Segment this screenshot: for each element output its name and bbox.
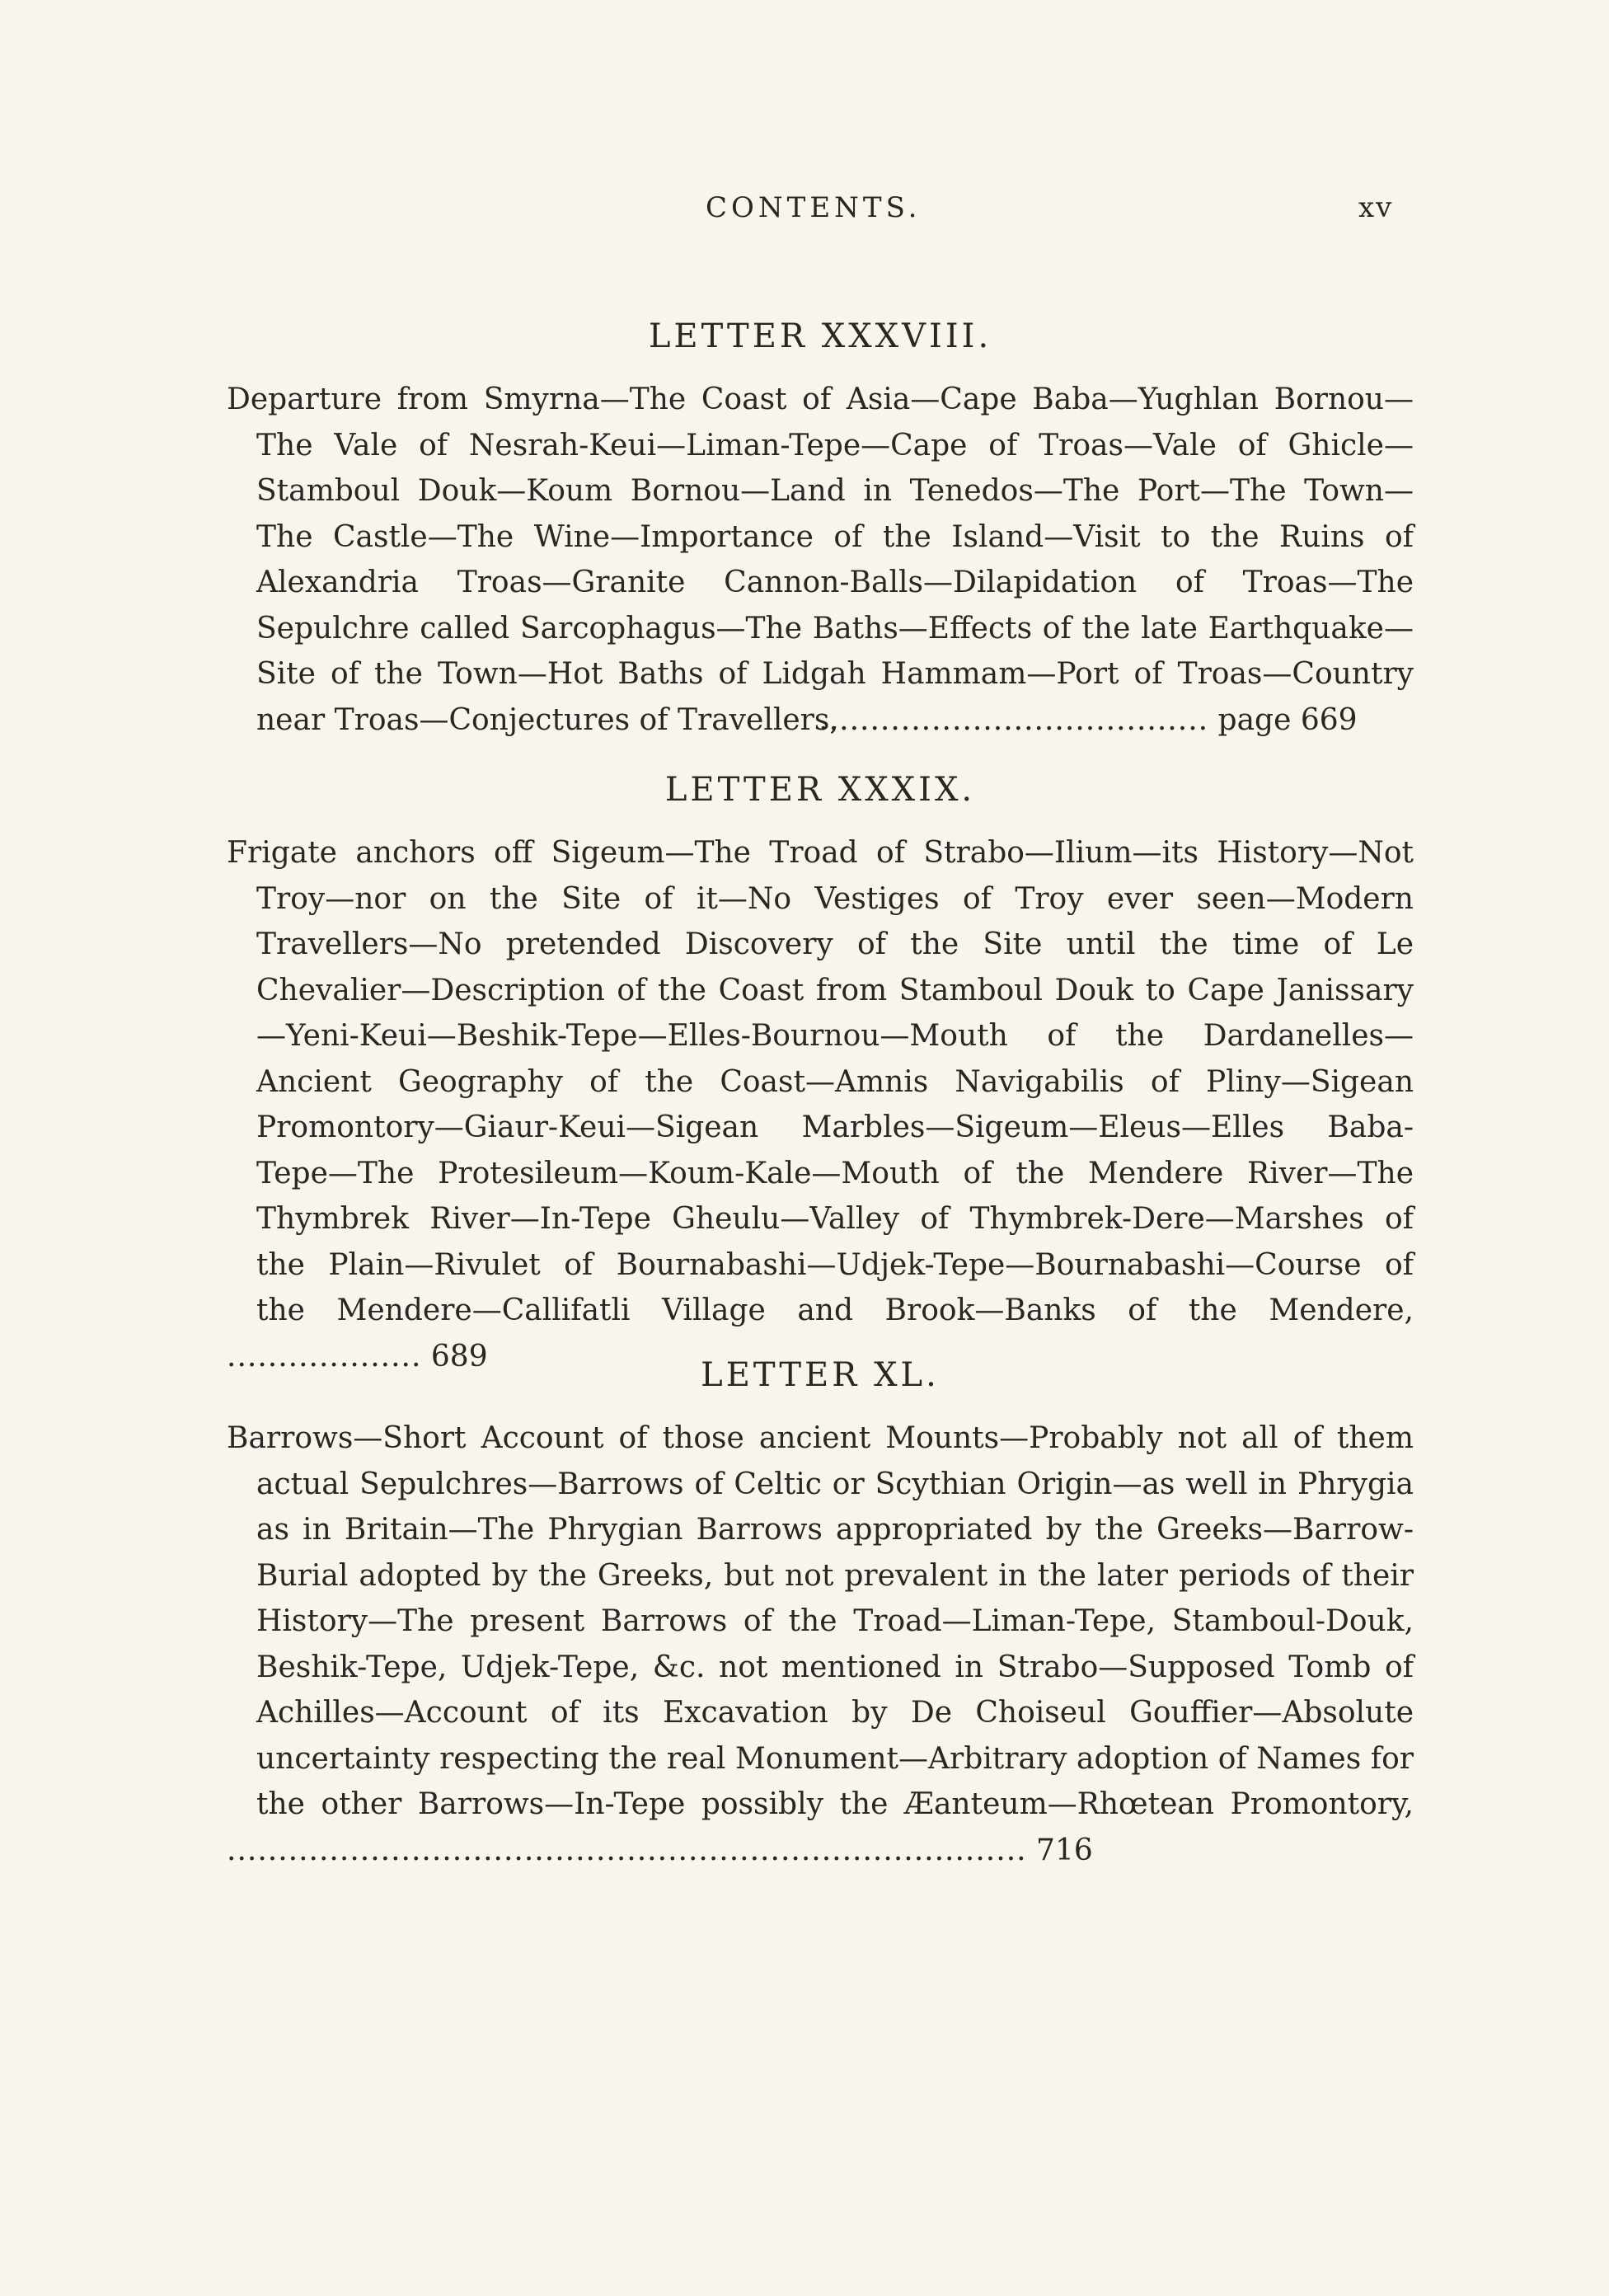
dot-leader: .............................................................................. [227, 1833, 1027, 1867]
letter-heading: LETTER XXXIX. [664, 771, 976, 809]
summary-text: Frigate anchors off Sigeum—The Troad of Strabo—Ilium—its History—Not Troy—nor on the Site of it—No Vestiges of Troy ever seen—Modern Travellers—No pretended Discovery of the Site until the time of Le Chevalier—Description of the Coast from Stamboul Douk to Cape Janissary—Yeni-Keui—Beshik-Tepe—Elles-Bournou—Mouth of the Dardanelles—Ancient Geography of the Coast—Amnis Navigabilis of Pliny—Sigean Promontory—Giaur-Keui—Sigean Marbles—Sigeum—Eleus—Elles Baba-Tepe—The Protesileum—Koum-Kale—Mouth of the Mendere River—The Thymbrek River—In-Tepe Gheulu—Valley of Thymbrek-Dere—Marshes of the Plain—Rivulet of Bournabashi—Udjek-Tepe—Bournabashi—Course of the Mendere—Callifatli Village and Brook—Banks of the Mendere, [227, 836, 1414, 1327]
page-header [0, 191, 1609, 232]
letter-summary [227, 377, 1414, 743]
letter-heading: LETTER XL. [701, 1356, 940, 1394]
letter-summary [227, 830, 1414, 1379]
dot-leader: ...................................... [819, 702, 1209, 737]
letter-section-xxxix [227, 771, 1414, 1379]
letter-section-xl [227, 1356, 1414, 1873]
letter-heading: LETTER XXXVIII. [648, 317, 992, 355]
entry-end [819, 702, 1358, 737]
page-reference: page 669 [1217, 702, 1358, 737]
entry-end [227, 1833, 1093, 1867]
page-reference: 716 [1036, 1833, 1093, 1867]
dot-leader: ................... [227, 1339, 422, 1373]
page-number: xv [1358, 191, 1394, 224]
summary-text: Departure from Smyrna—The Coast of Asia—Cape Baba—Yughlan Bornou—The Vale of Nesrah-Keui—Liman-Tepe—Cape of Troas—Vale of Ghicle—Stamboul Douk—Koum Bornou—Land in Tenedos—The Port—The Town—The Castle—The Wine—Importance of the Island—Visit to the Ruins of Alexandria Troas—Granite Cannon-Balls—Dilapidation of Troas—The Sepulchre called Sarcophagus—The Baths—Effects of the late Earthquake—Site of the Town—Hot Baths of Lidgah Hammam—Port of Troas—Country near Troas—Conjectures of Travellers, [227, 383, 1414, 737]
running-head: CONTENTS. [706, 191, 922, 224]
letter-section-xxxviii [227, 317, 1414, 743]
page-reference: 689 [430, 1339, 488, 1373]
letter-summary [227, 1416, 1414, 1873]
summary-text: Barrows—Short Account of those ancient Mounts—Probably not all of them actual Sepulchres—Barrows of Celtic or Scythian Origin—as well in Phrygia as in Britain—The Phrygian Barrows appropriated by the Greeks—Barrow-Burial adopted by the Greeks, but not prevalent in the later periods of their History—The present Barrows of the Troad—Liman-Tepe, Stamboul-Douk, Beshik-Tepe, Udjek-Tepe, &c. not mentioned in Strabo—Supposed Tomb of Achilles—Account of its Excavation by De Choiseul Gouffier—Absolute uncertainty respecting the real Monument—Arbitrary adoption of Names for the other Barrows—In-Tepe possibly the Æanteum—Rhœtean Promontory, [227, 1421, 1414, 1821]
